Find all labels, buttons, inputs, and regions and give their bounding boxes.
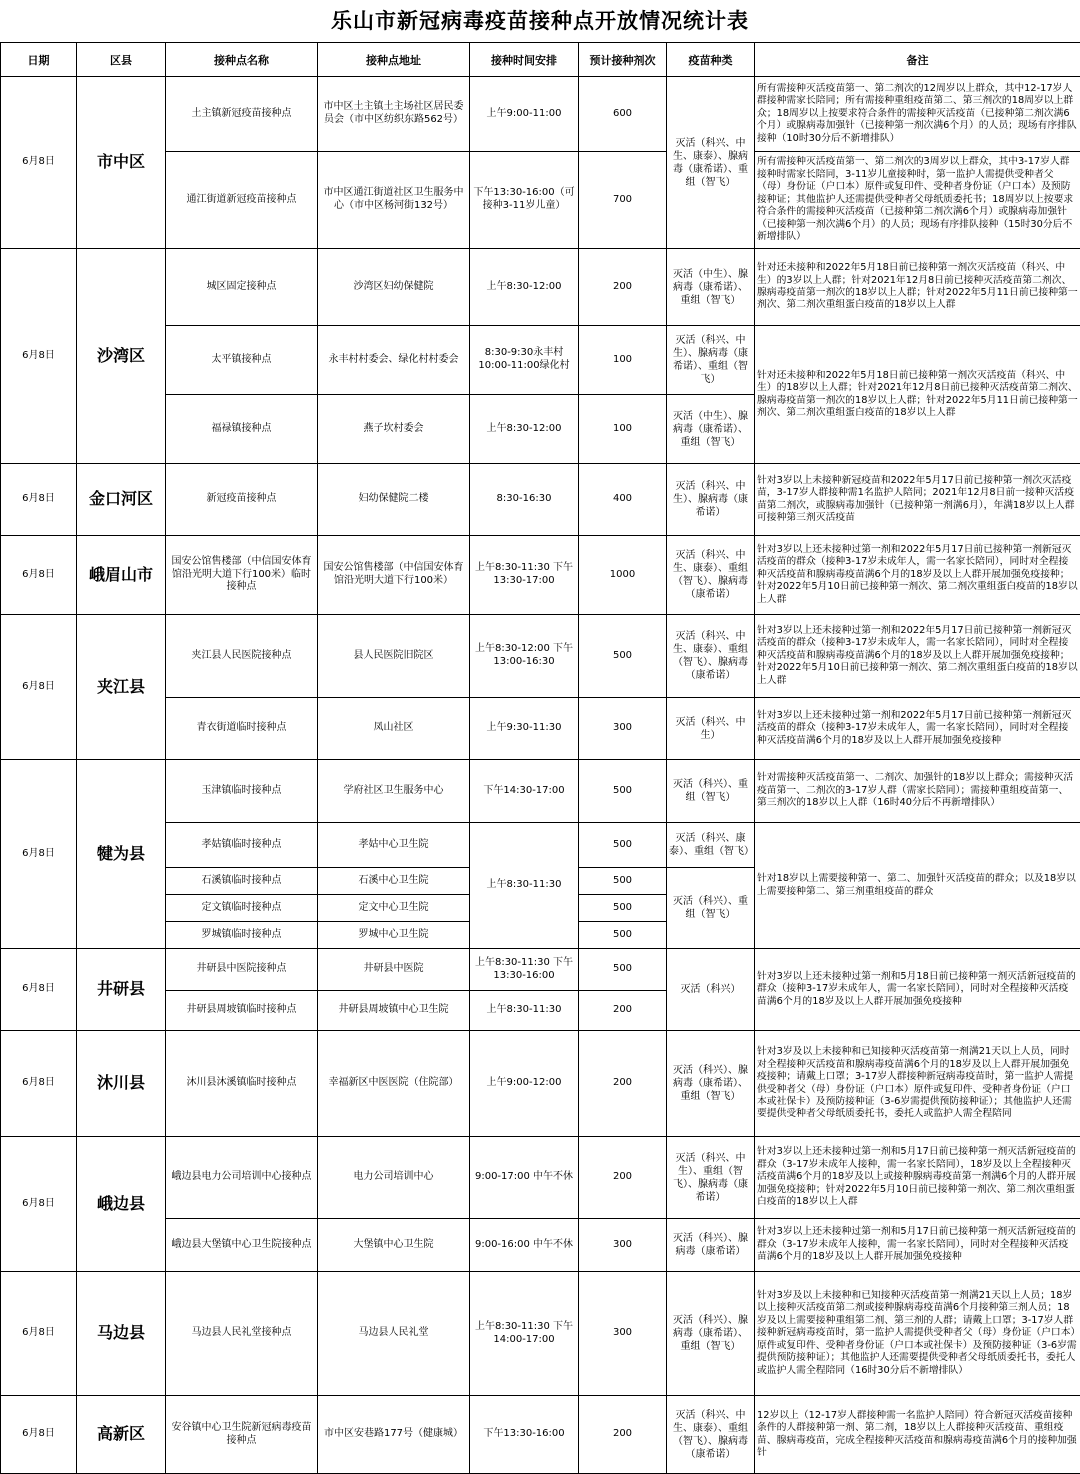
vaccine-cell: 灭活（科兴）、重组（智飞） <box>667 868 755 949</box>
address-cell: 永丰村村委会、绿化村村委会 <box>318 326 470 395</box>
site-cell: 安谷镇中心卫生院新冠病毒疫苗接种点 <box>166 1396 318 1474</box>
doses-cell: 200 <box>579 1031 667 1137</box>
table-row <box>1 1031 1080 1137</box>
note-cell: 针对需接种灭活疫苗第一、二剂次、加强针的18岁以上群众；需接种灭活疫苗第一、二剂次的3-17岁人群（需家长陪同）；需接种重组疫苗第一、第三剂次的18岁以上人群（16时40分后不再新增排队） <box>755 760 1080 823</box>
county-cell: 高新区 <box>77 1396 166 1474</box>
vaccine-cell: 灭活（科兴、中生）、重组（智飞）、腺病毒（康希诺） <box>667 1137 755 1219</box>
address-cell: 罗城中心卫生院 <box>318 922 470 949</box>
doses-cell: 500 <box>579 615 667 698</box>
note-cell: 针对3岁以上未接种新冠疫苗和2022年5月17日前已接种第一剂次灭活疫苗，3-17岁人群接种需1名监护人陪同；2021年12月8日前一接种灭活疫苗第二剂次，或腺病毒加强针（已接种第一剂满6月），年满18岁以上人群可接种第三剂灭活疫苗 <box>755 464 1080 536</box>
address-cell: 燕子坎村委会 <box>318 395 470 464</box>
note-cell: 针对3岁及以上未接种和已知接种灭活疫苗第一剂满21天以上人员；18岁以上接种灭活疫苗第二剂或接种腺病毒疫苗满6个月接种第三剂人员；18岁及以上需要接种重组第二剂、第三剂的人群；请戴上口罩；3-17岁人群接种新冠病毒疫苗时，第一监护人需提供受种者父（母）身份证（户口本）原件或复印件、受种者身份证（户口本或社保卡）及预防接种证（3-6岁需提供预防接种证）；其他监护人还需要提供受种者父母纸质委托书，委托人或监护人需全程陪同（16时30分后不新增排队） <box>755 1272 1080 1396</box>
address-cell: 市中区土主镇土主场社区居民委员会（市中区纺织东路562号） <box>318 77 470 152</box>
header-note: 备注 <box>755 43 1080 77</box>
vaccine-cell: 灭活（科兴）、腺病毒（康希诺）、重组（智飞） <box>667 1272 755 1396</box>
header-doses: 预计接种剂次 <box>579 43 667 77</box>
site-cell: 土主镇新冠疫苗接种点 <box>166 77 318 152</box>
time-cell: 8:30-16:30 <box>470 464 579 536</box>
time-cell: 上午8:30-12:00 下午13:00-16:30 <box>470 615 579 698</box>
address-cell: 国安公馆售楼部（中信国安体育馆沿光明大道下行100米） <box>318 536 470 615</box>
vaccine-cell: 灭活（科兴、中生、康泰）、重组（智飞）、腺病毒（康希诺） <box>667 1396 755 1474</box>
time-cell: 上午8:30-12:00 <box>470 395 579 464</box>
doses-cell: 300 <box>579 1272 667 1396</box>
header-site: 接种点名称 <box>166 43 318 77</box>
time-cell: 下午13:30-16:00 <box>470 1396 579 1474</box>
date-cell: 6月8日 <box>1 249 77 464</box>
doses-cell: 200 <box>579 991 667 1031</box>
date-cell: 6月8日 <box>1 615 77 760</box>
site-cell: 夹江县人民医院接种点 <box>166 615 318 698</box>
doses-cell: 100 <box>579 326 667 395</box>
county-cell: 犍为县 <box>77 760 166 949</box>
vaccine-cell: 灭活（中生）、腺病毒（康希诺）、重组（智飞） <box>667 249 755 326</box>
note-cell: 针对还未接种和2022年5月18日前已接种第一剂次灭活疫苗（科兴、中生）的18岁以上人群；针对2021年12月8日前已接种灭活疫苗第二剂次、腺病毒疫苗第一剂次的18岁以上人群；针对2022年5月11日前已接种第一剂次、第二剂次重组蛋白疫苗的18岁以上人群 <box>755 326 1080 464</box>
address-cell: 大堡镇中心卫生院 <box>318 1219 470 1272</box>
site-cell: 峨边县大堡镇中心卫生院接种点 <box>166 1219 318 1272</box>
time-cell: 9:00-17:00 中午不休 <box>470 1137 579 1219</box>
address-cell: 市中区通江街道社区卫生服务中心（市中区杨河街132号） <box>318 152 470 249</box>
address-cell: 妇幼保健院二楼 <box>318 464 470 536</box>
address-cell: 凤山社区 <box>318 698 470 760</box>
note-cell: 针对3岁以上还未接种过第一剂和2022年5月17日前已接种第一剂新冠灭活疫苗的群众（接种3-17岁未成年人，需一名家长陪同），同时对全程接种灭活疫苗和腺病毒疫苗满6个月的18岁及以上人群开展加强免疫接种；针对2022年5月10日前已接种第一剂次、第二剂次重组蛋白疫苗的18岁以上人群 <box>755 615 1080 698</box>
time-cell: 上午8:30-12:00 <box>470 249 579 326</box>
vaccine-cell: 灭活（科兴）、腺病毒（康希诺）、重组（智飞） <box>667 1031 755 1137</box>
address-cell: 幸福新区中医医院（住院部） <box>318 1031 470 1137</box>
site-cell: 定文镇临时接种点 <box>166 895 318 922</box>
date-cell: 6月8日 <box>1 1272 77 1396</box>
site-cell: 峨边县电力公司培训中心接种点 <box>166 1137 318 1219</box>
note-cell: 针对3岁以上还未接种过第一剂和5月17日前已接种第一剂灭活新冠疫苗的群众（3-17岁未成年人接种，需一名家长陪同），同时对全程接种灭活疫苗满6个月的18岁及以上人群开展加强免疫接种 <box>755 1219 1080 1272</box>
time-cell: 上午8:30-11:30 <box>470 991 579 1031</box>
site-cell: 太平镇接种点 <box>166 326 318 395</box>
doses-cell: 200 <box>579 1396 667 1474</box>
table-row <box>1 249 1080 326</box>
doses-cell: 300 <box>579 1219 667 1272</box>
time-cell: 8:30-9:30永丰村 10:00-11:00绿化村 <box>470 326 579 395</box>
site-cell: 孝姑镇临时接种点 <box>166 823 318 868</box>
table-row <box>1 536 1080 615</box>
address-cell: 县人民医院旧院区 <box>318 615 470 698</box>
doses-cell: 500 <box>579 922 667 949</box>
table-row <box>1 1137 1080 1219</box>
county-cell: 市中区 <box>77 77 166 249</box>
header-time: 接种时间安排 <box>470 43 579 77</box>
date-cell: 6月8日 <box>1 949 77 1031</box>
note-cell: 针对3岁以上还未接种过第一剂和5月17日前已接种第一剂灭活新冠疫苗的群众（3-17岁未成年人接种，需一名家长陪同），18岁及以上全程接种灭活疫苗满6个月的18岁及以上或接种腺病毒疫苗第一剂满6个月的人群开展加强免疫接种；针对2022年5月10日前已接种第一剂次、第二剂次重组蛋白疫苗的18岁以上人群 <box>755 1137 1080 1219</box>
date-cell: 6月8日 <box>1 1031 77 1137</box>
address-cell: 定文中心卫生院 <box>318 895 470 922</box>
address-cell: 沙湾区妇幼保健院 <box>318 249 470 326</box>
time-cell: 下午13:30-16:00（可接种3-11岁儿童） <box>470 152 579 249</box>
vaccine-cell: 灭活（科兴、中生）、腺病毒（康希诺）、重组（智飞） <box>667 326 755 395</box>
note-cell: 针对18岁以上需要接种第一、第二、加强针灭活疫苗的群众；以及18岁以上需要接种第二、第三剂重组疫苗的群众 <box>755 823 1080 949</box>
table-header-row <box>1 43 1080 77</box>
address-cell: 学府社区卫生服务中心 <box>318 760 470 823</box>
doses-cell: 500 <box>579 868 667 895</box>
note-cell: 针对3岁以上还未接种过第一剂和2022年5月17日前已接种第一剂新冠灭活疫苗的群众（接种3-17岁未成年人，需一名家长陪同），同时对全程接种灭活疫苗和腺病毒疫苗满6个月的18岁及以上人群开展加强免疫接种；针对2022年5月10日前已接种第一剂次、第二剂次重组蛋白疫苗的18岁以上人群 <box>755 536 1080 615</box>
table-row <box>1 464 1080 536</box>
time-cell: 上午9:30-11:30 <box>470 698 579 760</box>
site-cell: 福禄镇接种点 <box>166 395 318 464</box>
doses-cell: 300 <box>579 698 667 760</box>
date-cell: 6月8日 <box>1 760 77 949</box>
vaccine-cell: 灭活（科兴、中生） <box>667 698 755 760</box>
vaccine-cell: 灭活（科兴、康泰）、重组（智飞） <box>667 823 755 868</box>
county-cell: 马边县 <box>77 1272 166 1396</box>
county-cell: 沐川县 <box>77 1031 166 1137</box>
time-cell: 上午9:00-11:00 <box>470 77 579 152</box>
address-cell: 井研县周坡镇中心卫生院 <box>318 991 470 1031</box>
vaccine-cell: 灭活（科兴、中生）、腺病毒（康希诺） <box>667 464 755 536</box>
table-row <box>1 760 1080 823</box>
county-cell: 井研县 <box>77 949 166 1031</box>
page-title: 乐山市新冠病毒疫苗接种点开放情况统计表 <box>331 8 749 33</box>
vaccine-cell: 灭活（中生）、腺病毒（康希诺）、重组（智飞） <box>667 395 755 464</box>
date-cell: 6月8日 <box>1 464 77 536</box>
time-cell: 上午8:30-11:30 下午14:00-17:00 <box>470 1272 579 1396</box>
site-cell: 玉津镇临时接种点 <box>166 760 318 823</box>
time-cell: 上午8:30-11:30 下午13:30-16:00 <box>470 949 579 991</box>
time-cell: 9:00-16:00 中午不休 <box>470 1219 579 1272</box>
county-cell: 峨眉山市 <box>77 536 166 615</box>
time-cell: 上午8:30-11:30 下午13:30-17:00 <box>470 536 579 615</box>
table-row <box>1 949 1080 991</box>
note-cell: 所有需接种灭活疫苗第一、第二剂次的12周岁以上群众，其中12-17岁人群接种需家长陪同；所有需接种重组疫苗第二、第三剂次的18周岁以上群众；18周岁以上按要求符合条件的需接种灭活疫苗（已接种第二剂次满6个月）或腺病毒加强针（已接种第一剂次满6个月）的人员；现场有序排队接种（10时30分后不新增排队） <box>755 77 1080 152</box>
doses-cell: 700 <box>579 152 667 249</box>
note-cell: 针对3岁以上还未接种过第一剂和2022年5月17日前已接种第一剂新冠灭活疫苗的群众（接种3-17岁未成年人，需一名家长陪同），同时对全程接种灭活疫苗满6个月的18岁及以上人群开展加强免疫接种 <box>755 698 1080 760</box>
site-cell: 沐川县沐溪镇临时接种点 <box>166 1031 318 1137</box>
vaccine-cell: 灭活（科兴、中生、康泰）、腺病毒（康希诺）、重组（智飞） <box>667 77 755 249</box>
table-row <box>1 1396 1080 1474</box>
site-cell: 井研县周坡镇临时接种点 <box>166 991 318 1031</box>
address-cell: 孝姑中心卫生院 <box>318 823 470 868</box>
doses-cell: 400 <box>579 464 667 536</box>
vaccine-cell: 灭活（科兴、中生、康泰）、重组（智飞）、腺病毒（康希诺） <box>667 536 755 615</box>
vaccine-cell: 灭活（科兴） <box>667 949 755 1031</box>
address-cell: 石溪中心卫生院 <box>318 868 470 895</box>
doses-cell: 100 <box>579 395 667 464</box>
doses-cell: 500 <box>579 823 667 868</box>
address-cell: 市中区安巷路177号（健康城） <box>318 1396 470 1474</box>
doses-cell: 1000 <box>579 536 667 615</box>
site-cell: 通江街道新冠疫苗接种点 <box>166 152 318 249</box>
site-cell: 罗城镇临时接种点 <box>166 922 318 949</box>
address-cell: 电力公司培训中心 <box>318 1137 470 1219</box>
doses-cell: 200 <box>579 249 667 326</box>
table-row <box>1 1272 1080 1396</box>
doses-cell: 600 <box>579 77 667 152</box>
date-cell: 6月8日 <box>1 77 77 249</box>
date-cell: 6月8日 <box>1 1396 77 1474</box>
note-cell: 所有需接种灭活疫苗第一、第二剂次的3周岁以上群众，其中3-17岁人群接种时需家长陪同，3-11岁儿童接种时，第一监护人需提供受种者父（母）身份证（户口本）原件或复印件、受种者身份证（户口本）及预防接种证；其他监护人还需提供受种者父母纸质委托书；18周岁以上按要求符合条件的需接种灭活疫苗（已接种第二剂次满6个月）或腺病毒加强针（已接种第一剂次满6个月）的人员；现场有序排队接种（15时30分后不新增排队） <box>755 152 1080 249</box>
address-cell: 井研县中医院 <box>318 949 470 991</box>
county-cell: 夹江县 <box>77 615 166 760</box>
vaccine-cell: 灭活（科兴）、重组（智飞） <box>667 760 755 823</box>
doses-cell: 500 <box>579 949 667 991</box>
doses-cell: 500 <box>579 895 667 922</box>
time-cell: 下午14:30-17:00 <box>470 760 579 823</box>
time-cell: 上午9:00-12:00 <box>470 1031 579 1137</box>
header-address: 接种点地址 <box>318 43 470 77</box>
county-cell: 金口河区 <box>77 464 166 536</box>
site-cell: 青衣街道临时接种点 <box>166 698 318 760</box>
header-county: 区县 <box>77 43 166 77</box>
vaccine-cell: 灭活（科兴）、腺病毒（康希诺） <box>667 1219 755 1272</box>
note-cell: 针对3岁以上还未接种过第一剂和5月18日前已接种第一剂灭活新冠疫苗的群众（接种3-17岁未成年人，需一名家长陪同），同时对全程接种灭活疫苗满6个月的18岁及以上人群开展加强免疫接种 <box>755 949 1080 1031</box>
date-cell: 6月8日 <box>1 536 77 615</box>
time-cell: 上午8:30-11:30 <box>470 823 579 949</box>
site-cell: 井研县中医院接种点 <box>166 949 318 991</box>
site-cell: 城区固定接种点 <box>166 249 318 326</box>
county-cell: 峨边县 <box>77 1137 166 1272</box>
county-cell: 沙湾区 <box>77 249 166 464</box>
site-cell: 新冠疫苗接种点 <box>166 464 318 536</box>
vaccine-cell: 灭活（科兴、中生、康泰）、重组（智飞）、腺病毒（康希诺） <box>667 615 755 698</box>
doses-cell: 200 <box>579 1137 667 1219</box>
site-cell: 国安公馆售楼部（中信国安体育馆沿光明大道下行100米）临时接种点 <box>166 536 318 615</box>
table-row <box>1 615 1080 698</box>
header-date: 日期 <box>1 43 77 77</box>
address-cell: 马边县人民礼堂 <box>318 1272 470 1396</box>
table-row <box>1 77 1080 152</box>
note-cell: 12岁以上（12-17岁人群接种需一名监护人陪同）符合新冠灭活疫苗接种条件的人群接种第一剂、第二剂，18岁以上人群接种灭活疫苗、重组疫苗、腺病毒疫苗，完成全程接种灭活疫苗和腺病毒疫苗满6个月的接种加强针 <box>755 1396 1080 1474</box>
date-cell: 6月8日 <box>1 1137 77 1272</box>
site-cell: 石溪镇临时接种点 <box>166 868 318 895</box>
doses-cell: 500 <box>579 760 667 823</box>
note-cell: 针对3岁及以上未接种和已知接种灭活疫苗第一剂满21天以上人员，同时对全程接种灭活疫苗和腺病毒疫苗满6个月的18岁及以上人群开展加强免疫接种；请戴上口罩；3-17岁人群接种新冠病毒疫苗时，第一监护人需提供受种者父（母）身份证（户口本）原件或复印件、受种者身份证（户口本或社保卡）及预防接种证（3-6岁需提供预防接种证）；其他监护人还需要提供受种者父母纸质委托书，委托人或监护人需全程陪同 <box>755 1031 1080 1137</box>
note-cell: 针对还未接种和2022年5月18日前已接种第一剂次灭活疫苗（科兴、中生）的3岁以上人群；针对2021年12月8日前已接种灭活疫苗第二剂次、腺病毒疫苗第一剂次的18岁以上人群；针对2022年5月11日前已接种第一剂次、第二剂次重组蛋白疫苗的18岁以上人群 <box>755 249 1080 326</box>
site-cell: 马边县人民礼堂接种点 <box>166 1272 318 1396</box>
vaccination-table <box>0 42 1080 1474</box>
header-vaccine: 疫苗种类 <box>667 43 755 77</box>
